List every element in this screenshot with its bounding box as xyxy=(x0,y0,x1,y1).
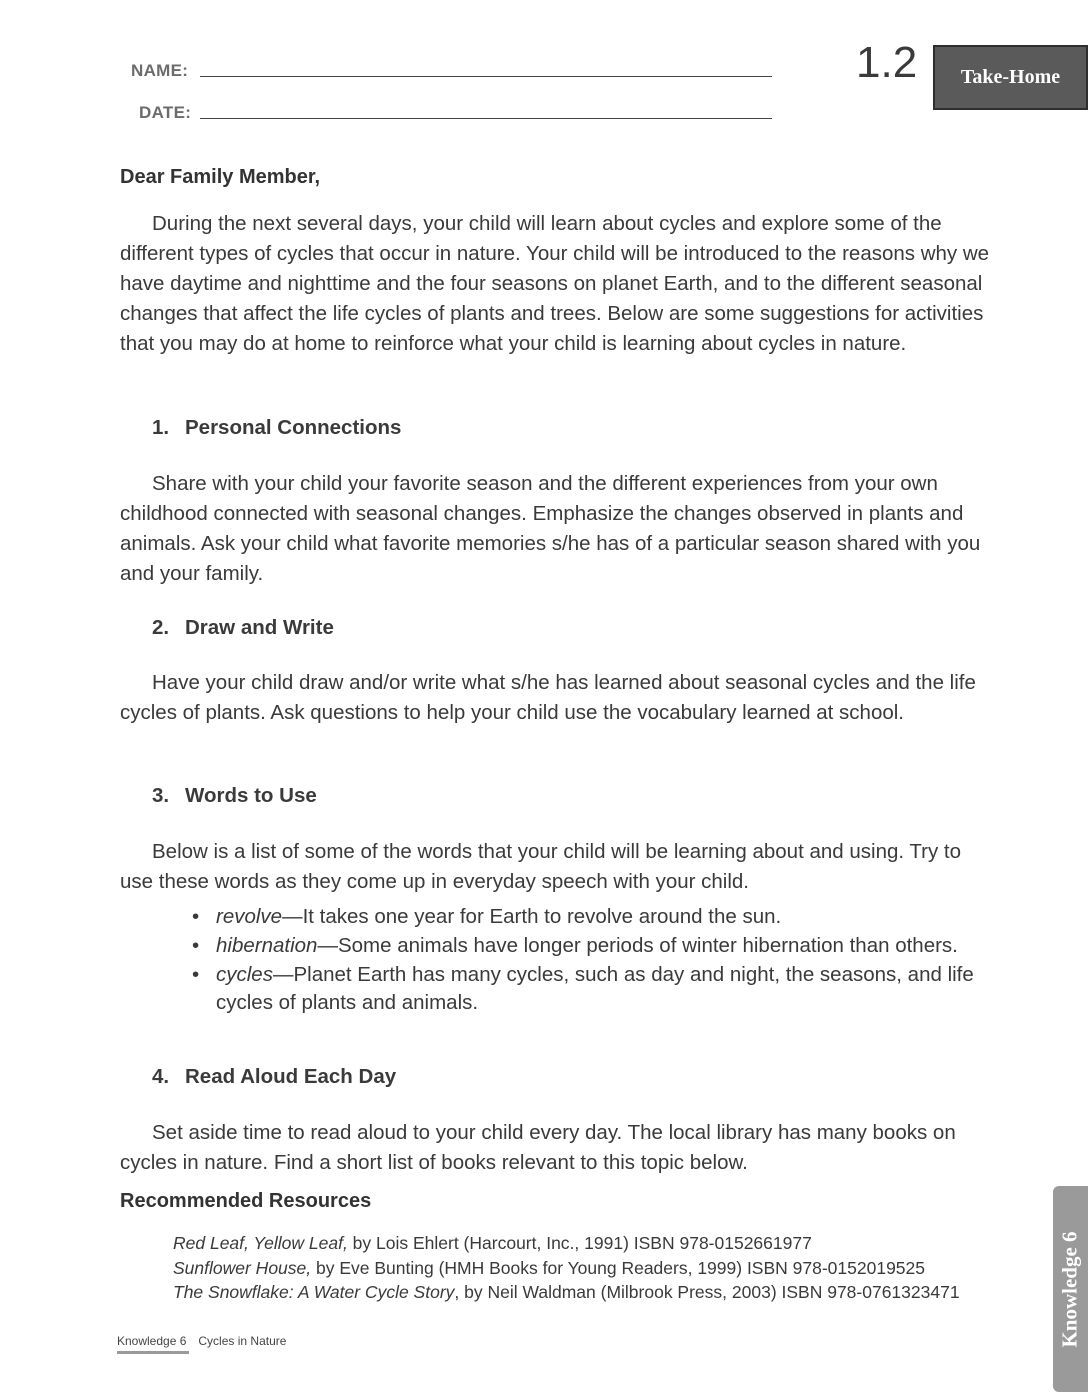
book-title: Red Leaf, Yellow Leaf, xyxy=(173,1233,348,1253)
side-tab-label-wrap xyxy=(1053,1186,1088,1392)
bullet: • xyxy=(192,963,200,986)
name-line xyxy=(200,76,772,77)
bullet: • xyxy=(192,905,200,928)
vocabulary-list xyxy=(192,903,982,1018)
section-number: 1. xyxy=(152,416,170,439)
book-details: , by Neil Waldman (Milbrook Press, 2003) ISBN 978-0761323471 xyxy=(454,1282,960,1302)
resources-list xyxy=(173,1231,1033,1305)
section-title: Read Aloud Each Day xyxy=(185,1065,397,1088)
name-label: NAME: xyxy=(131,61,189,80)
section-heading-1 xyxy=(152,416,401,440)
list-item xyxy=(192,961,982,1017)
footer-underline xyxy=(117,1351,189,1354)
book-details: by Eve Bunting (HMH Books for Young Readers, 1999) ISBN 978-0152019525 xyxy=(311,1257,925,1278)
section-body-4: Set aside time to read aloud to your child every day. The local library has many books on cycles in nature. Find a short list of books relevant to this topic below. xyxy=(120,1121,956,1174)
footer-domain: Knowledge 6 xyxy=(117,1334,187,1348)
section-number: 3. xyxy=(152,784,170,807)
vocab-definition: —It takes one year for Earth to revolve around the sun. xyxy=(282,905,782,928)
vocab-definition: —Planet Earth has many cycles, such as day and night, the seasons, and life cycles of plants and animals. xyxy=(216,963,974,1014)
vocab-definition: —Some animals have longer periods of winter hibernation than others. xyxy=(317,934,958,957)
side-tab-label: Knowledge 6 xyxy=(1058,1230,1082,1348)
salutation: Dear Family Member, xyxy=(120,166,321,188)
date-line xyxy=(200,118,772,119)
vocab-term: hibernation xyxy=(216,934,318,957)
bullet: • xyxy=(192,934,200,957)
footer xyxy=(117,1334,286,1348)
book-title: Sunflower House, xyxy=(173,1257,312,1278)
vocab-term: cycles xyxy=(216,963,273,986)
lesson-number: 1.2 xyxy=(856,38,918,87)
list-item xyxy=(192,932,982,960)
intro-paragraph: During the next several days, your child will learn about cycles and explore some of the different types of cycles that occur in nature. Your child will be introduced to the reasons why we have daytime and nighttime and the four seasons on planet Earth, and to the different seasonal changes that affect the life cycles of plants and trees. Below are some suggestions for activities that you may do at home to reinforce what your child is learning about cycles in nature. xyxy=(120,212,990,355)
section-number: 2. xyxy=(152,616,170,639)
section-body-3: Below is a list of some of the words that your child will be learning about and using. Try to use these words as they come up in everyday speech with your child. xyxy=(120,840,962,893)
footer-unit: Cycles in Nature xyxy=(198,1334,287,1348)
resource-item xyxy=(173,1256,1033,1281)
section-number: 4. xyxy=(152,1065,170,1088)
vocab-term: revolve xyxy=(216,905,283,928)
section-heading-4 xyxy=(152,1065,396,1089)
book-title: The Snowflake: A Water Cycle Story xyxy=(173,1282,455,1302)
section-body-2: Have your child draw and/or write what s/he has learned about seasonal cycles and the life cycles of plants. Ask questions to help your child use the vocabulary learned at school. xyxy=(120,671,976,724)
take-home-badge: Take-Home xyxy=(933,45,1088,110)
section-body-1: Share with your child your favorite season and the different experiences from your own childhood connected with seasonal changes. Emphasize the changes observed in plants and animals. Ask your child what favorite memories s/he has of a particular season shared with you and your family. xyxy=(120,472,981,585)
section-heading-3 xyxy=(152,784,317,808)
book-details: by Lois Ehlert (Harcourt, Inc., 1991) ISBN 978-0152661977 xyxy=(347,1233,812,1253)
section-title: Words to Use xyxy=(185,784,317,807)
section-heading-2 xyxy=(152,616,334,640)
resources-title: Recommended Resources xyxy=(120,1190,372,1212)
section-title: Draw and Write xyxy=(185,616,334,639)
section-title: Personal Connections xyxy=(185,416,402,439)
date-label: DATE: xyxy=(139,103,192,122)
list-item xyxy=(192,903,982,931)
resource-item xyxy=(173,1280,1033,1305)
resource-item xyxy=(173,1231,1033,1256)
